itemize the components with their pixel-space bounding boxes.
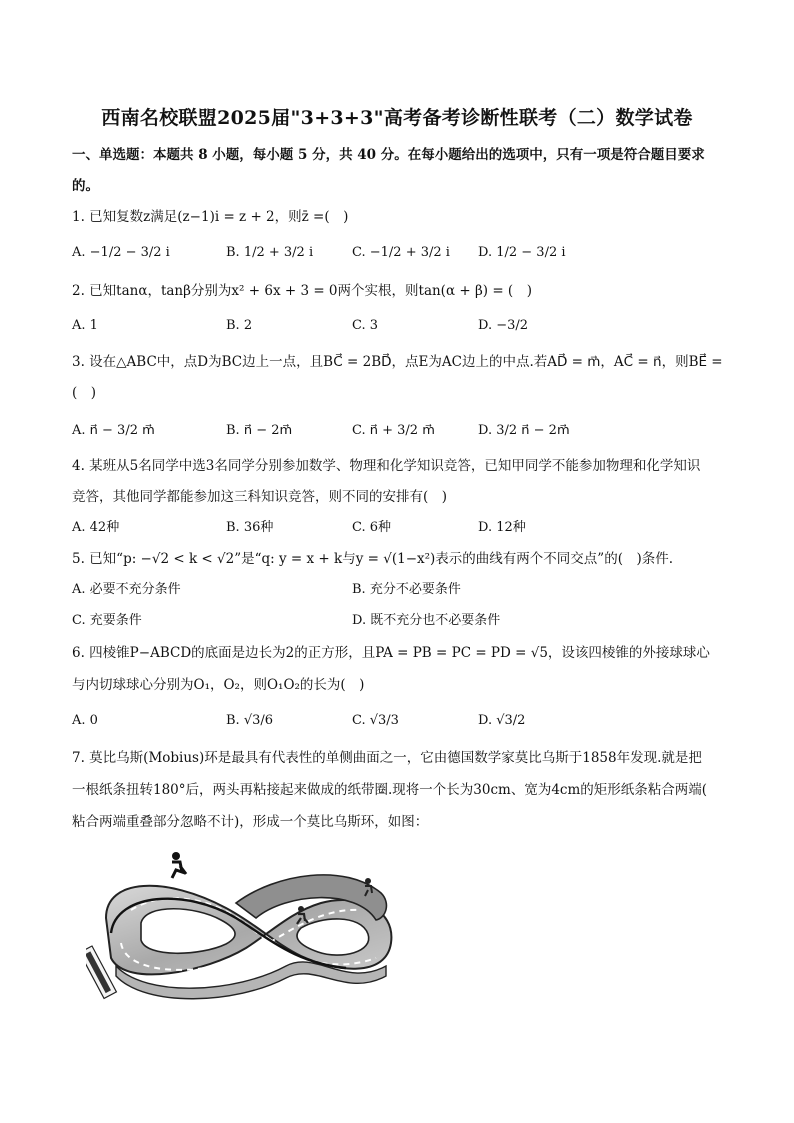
q5-option-c: C. 充要条件 <box>72 613 142 628</box>
question-7: 7. 莫比乌斯(Mobius)环是最具有代表性的单侧曲面之一，它由德国数学家莫比乌斯于1858年发现.就是把 <box>72 750 702 766</box>
q1-option-a: A. −1/2 − 3/2 i <box>72 245 170 260</box>
q6-option-c: C. √3/3 <box>352 713 399 728</box>
q3-option-a: A. n⃗ − 3/2 m⃗ <box>72 423 155 438</box>
q4-option-a: A. 42种 <box>72 520 120 535</box>
runner-icon <box>172 852 186 878</box>
q3-option-d: D. 3/2 n⃗ − 2m⃗ <box>478 423 570 438</box>
question-3-cont: ( ) <box>72 385 97 401</box>
q5-option-d: D. 既不充分也不必要条件 <box>352 613 501 628</box>
q3-option-b: B. n⃗ − 2m⃗ <box>226 423 293 438</box>
q2-option-b: B. 2 <box>226 318 253 333</box>
question-6: 6. 四棱锥P−ABCD的底面是边长为2的正方形，且PA = PB = PC = PD = √5，设该四棱锥的外接球球心 <box>72 645 710 661</box>
mobius-strip-figure <box>86 848 416 1018</box>
question-7-cont-1: 一根纸条扭转180°后，两头再粘接起来做成的纸带圈.现将一个长为30cm、宽为4cm的矩形纸条粘合两端( <box>72 782 708 798</box>
section-heading: 一、单选题：本题共 8 小题，每小题 5 分，共 40 分。在每小题给出的选项中，只有一项是符合题目要求 <box>72 147 705 163</box>
question-5: 5. 已知“p: −√2 < k < √2”是“q: y = x + k与y = √(1−x²)表示的曲线有两个不同交点”的( )条件. <box>72 551 674 567</box>
question-4: 4. 某班从5名同学中选3名同学分别参加数学、物理和化学知识竞答，已知甲同学不能参加物理和化学知识 <box>72 458 701 474</box>
question-7-cont-2: 粘合两端重叠部分忽略不计)，形成一个莫比乌斯环，如图： <box>72 814 429 830</box>
q2-option-d: D. −3/2 <box>478 318 529 333</box>
q3-option-c: C. n⃗ + 3/2 m⃗ <box>352 423 435 438</box>
exam-title: 西南名校联盟2025届"3+3+3"高考备考诊断性联考（二）数学试卷 <box>101 107 693 129</box>
question-3: 3. 设在△ABC中，点D为BC边上一点，且BC⃗ = 2BD⃗，点E为AC边上的中点.若AD⃗ = m⃗，AC⃗ = n⃗，则BE⃗ = <box>72 354 723 370</box>
q5-option-b: B. 充分不必要条件 <box>352 582 461 597</box>
q1-option-c: C. −1/2 + 3/2 i <box>352 245 450 260</box>
q2-option-a: A. 1 <box>72 318 98 333</box>
question-4-cont: 竞答，其他同学都能参加这三科知识竞答，则不同的安排有( ) <box>72 489 448 505</box>
q4-option-d: D. 12种 <box>478 520 526 535</box>
q5-option-a: A. 必要不充分条件 <box>72 582 181 597</box>
q2-option-c: C. 3 <box>352 318 379 333</box>
q6-option-d: D. √3/2 <box>478 713 526 728</box>
question-2: 2. 已知tanα，tanβ分别为x² + 6x + 3 = 0两个实根，则tan(α + β) = ( ) <box>72 283 532 299</box>
section-heading-cont: 的。 <box>72 178 99 194</box>
question-1: 1. 已知复数z满足(z−1)i = z + 2，则z̄ =( ) <box>72 209 349 225</box>
question-6-cont: 与内切球球心分别为O₁，O₂，则O₁O₂的长为( ) <box>72 677 365 693</box>
q1-option-d: D. 1/2 − 3/2 i <box>478 245 566 260</box>
q1-option-b: B. 1/2 + 3/2 i <box>226 245 314 260</box>
q6-option-a: A. 0 <box>72 713 98 728</box>
q4-option-b: B. 36种 <box>226 520 274 535</box>
q6-option-b: B. √3/6 <box>226 713 274 728</box>
q4-option-c: C. 6种 <box>352 520 392 535</box>
